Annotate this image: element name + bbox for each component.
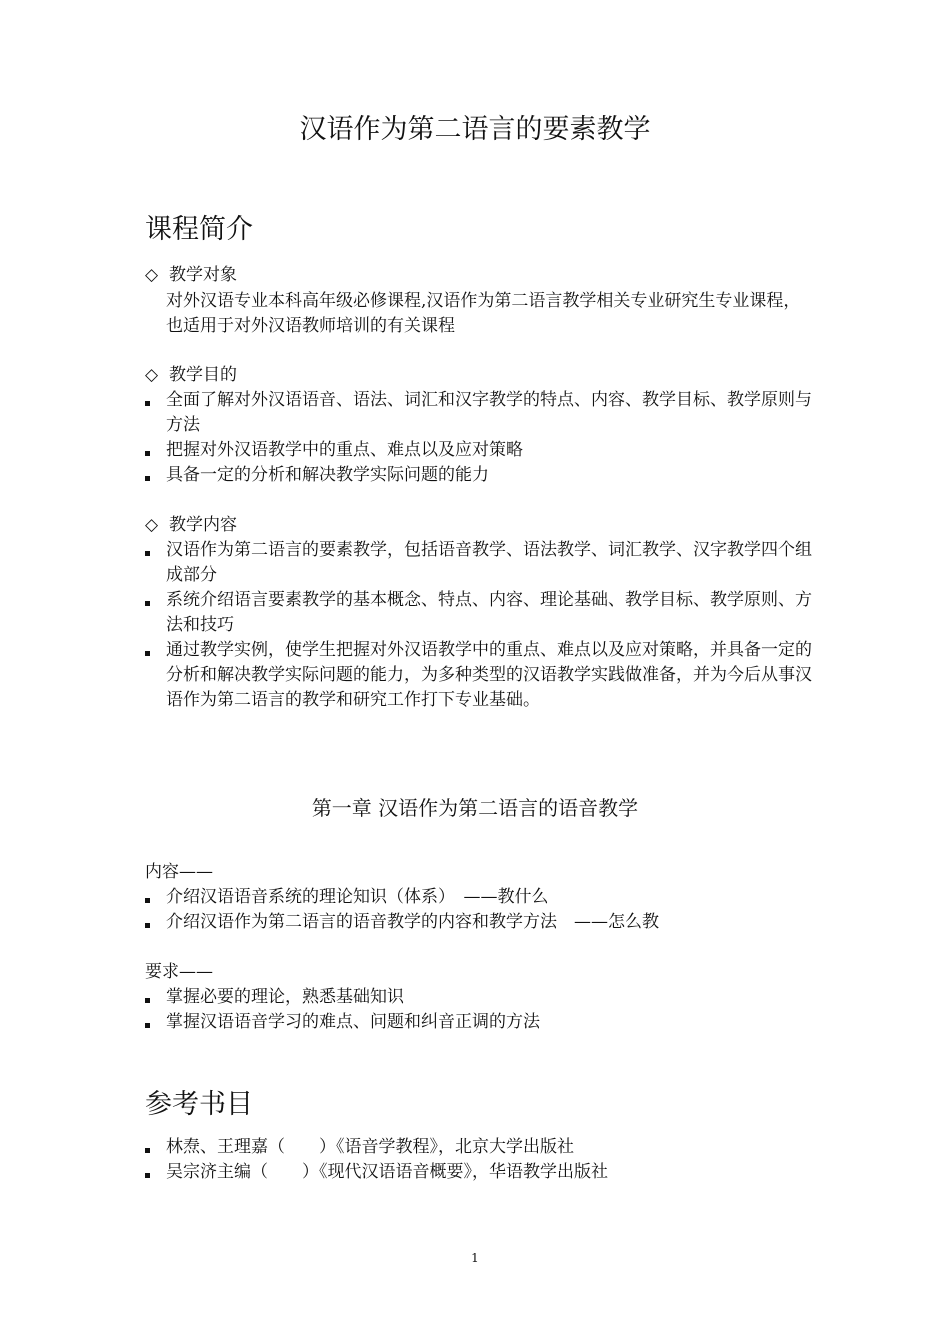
chapter-content-item <box>145 885 815 910</box>
goal-item <box>145 388 815 438</box>
course-intro-heading: 课程简介 <box>145 214 253 245</box>
diamond-bullet-icon: ◇ <box>145 365 159 385</box>
content-subheading <box>145 513 237 538</box>
content-item-text: 汉语作为第二语言的要素教学，包括语音教学、语法教学、词汇教学、汉字教学四个组成部分 <box>166 540 812 585</box>
content-label: 教学内容 <box>169 515 237 535</box>
square-bullet-icon <box>145 551 150 556</box>
content-item <box>145 538 815 588</box>
document-title: 汉语作为第二语言的要素教学 <box>299 114 651 145</box>
square-bullet-icon <box>145 451 150 456</box>
requirement-item <box>145 985 815 1010</box>
square-bullet-icon <box>145 923 150 928</box>
target-subheading <box>145 263 237 288</box>
square-bullet-icon <box>145 401 150 406</box>
goal-item-text: 把握对外汉语教学中的重点、难点以及应对策略 <box>166 440 523 460</box>
square-bullet-icon <box>145 998 150 1003</box>
chapter-requirements-label: 要求—— <box>145 962 213 982</box>
chapter-content-label: 内容—— <box>145 862 213 882</box>
goal-item-text: 全面了解对外汉语语音、语法、词汇和汉字教学的特点、内容、教学目标、教学原则与方法 <box>166 390 812 435</box>
chapter-title: 第一章 汉语作为第二语言的语音教学 <box>311 796 639 820</box>
target-label: 教学对象 <box>169 265 237 285</box>
chapter-content-item-text: 介绍汉语语音系统的理论知识（体系） ——教什么 <box>166 887 549 907</box>
requirement-item <box>145 1010 815 1035</box>
chapter-content-item <box>145 910 815 935</box>
diamond-bullet-icon: ◇ <box>145 515 159 535</box>
goals-label: 教学目的 <box>169 365 237 385</box>
reference-item <box>145 1160 815 1185</box>
reference-item-text: 林焘、王理嘉（ ）《语音学教程》，北京大学出版社 <box>166 1137 574 1157</box>
requirement-item-text: 掌握汉语语音学习的难点、问题和纠音正调的方法 <box>166 1012 540 1032</box>
chapter-content-item-text: 介绍汉语作为第二语言的语音教学的内容和教学方法 ——怎么教 <box>166 912 659 932</box>
square-bullet-icon <box>145 601 150 606</box>
square-bullet-icon <box>145 1148 150 1153</box>
references-heading: 参考书目 <box>145 1089 253 1120</box>
goals-subheading <box>145 363 237 388</box>
content-item <box>145 638 815 713</box>
square-bullet-icon <box>145 476 150 481</box>
content-item <box>145 588 815 638</box>
goal-item-text: 具备一定的分析和解决教学实际问题的能力 <box>166 465 489 485</box>
target-text: 对外汉语专业本科高年级必修课程,汉语作为第二语言教学相关专业研究生专业课程，也适用于对外汉语教师培训的有关课程 <box>166 291 801 336</box>
square-bullet-icon <box>145 898 150 903</box>
reference-item-text: 吴宗济主编（ ）《现代汉语语音概要》，华语教学出版社 <box>166 1162 608 1182</box>
content-item-text: 系统介绍语言要素教学的基本概念、特点、内容、理论基础、教学目标、教学原则、方法和技巧 <box>166 590 812 635</box>
content-item-text: 通过教学实例，使学生把握对外汉语教学中的重点、难点以及应对策略，并具备一定的分析和解决教学实际问题的能力，为多种类型的汉语教学实践做准备，并为今后从事汉语作为第二语言的教学和研究工作打下专业基础。 <box>166 640 812 710</box>
requirement-item-text: 掌握必要的理论，熟悉基础知识 <box>166 987 404 1007</box>
goal-item <box>145 463 815 488</box>
square-bullet-icon <box>145 1023 150 1028</box>
goal-item <box>145 438 815 463</box>
page-number: 1 <box>471 1251 479 1265</box>
square-bullet-icon <box>145 1173 150 1178</box>
square-bullet-icon <box>145 651 150 656</box>
diamond-bullet-icon: ◇ <box>145 265 159 285</box>
reference-item <box>145 1135 815 1160</box>
